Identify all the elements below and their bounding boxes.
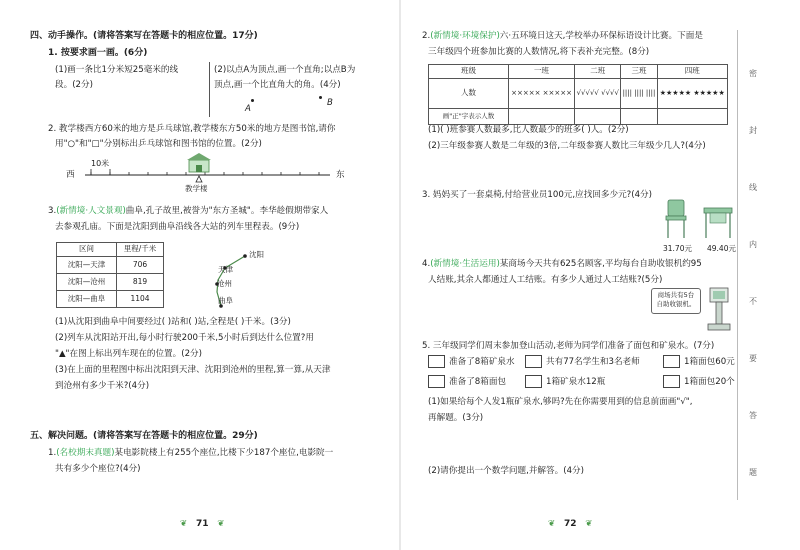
info2: 共有77名学生和3名老师 xyxy=(546,357,640,367)
r-q4-tag: (新情境·生活运用) xyxy=(430,259,500,269)
info3: 1箱面包60元 xyxy=(684,357,735,367)
r-q2-sub1: (1)( )班参赛人数最多,比人数最少的班多( )人。(2分) xyxy=(428,125,629,135)
info-bubble xyxy=(651,288,701,314)
checkbox-info4[interactable] xyxy=(428,375,445,388)
r-q4-line2: 人结账,其余人都通过人工结账。有多少人通过人工结账?(5分) xyxy=(428,275,663,285)
r-q5-sub2: (2)请你提出一个数学问题,并解答。(4分) xyxy=(428,466,584,476)
class-header-3: 三班 xyxy=(621,65,657,79)
mileage-row2-section: 沈阳—沧州 xyxy=(57,274,117,291)
q1-title: 1. 按要求画一画。(6分) xyxy=(48,48,148,58)
school-building-icon xyxy=(187,153,211,172)
zheng-class3[interactable] xyxy=(621,109,657,125)
row-people-label: 人数 xyxy=(429,79,509,109)
page-number-right: ❦ 72 ❦ xyxy=(548,519,593,529)
r-q4-line1: 某商场今天共有625名顾客,平均每台自助收银机约95 xyxy=(499,259,702,269)
r-q5-sub1-line2: 再解题。(3分) xyxy=(428,413,484,423)
q3-line1: 曲阜,孔子故里,被誉为"东方圣城"。李华趁假期带家人 xyxy=(125,206,329,216)
marks-class2: √√√√√ √√√√ xyxy=(575,79,621,109)
q3-sub2-line1: (2)列车从沈阳站开出,每小时行驶200千米,5小时后到达什么位置?用 xyxy=(55,333,314,343)
mileage-row3-section: 沈阳—曲阜 xyxy=(57,291,117,308)
scale-label: 10米 xyxy=(91,159,110,168)
r-q2-sub2: (2)三年级参赛人数是二年级的3倍,二年级参赛人数比三年级少几人?(4分) xyxy=(428,141,706,151)
side-char-3: 线 xyxy=(749,183,757,192)
mileage-row1-distance: 706 xyxy=(117,257,164,274)
point-b-label: B xyxy=(327,98,333,108)
q5-1-number: 1. xyxy=(48,448,57,458)
q1-separator xyxy=(209,62,210,117)
r-q2-number: 2. xyxy=(422,31,431,41)
map-qufu: 曲阜 xyxy=(218,296,233,305)
class-header-4: 四班 xyxy=(657,65,728,79)
map-shenyang: 沈阳 xyxy=(249,250,264,259)
r-q2-tag: (新情境·环境保护) xyxy=(430,31,500,41)
info5: 1箱矿泉水12瓶 xyxy=(546,377,606,387)
class-header-class: 班级 xyxy=(429,65,509,79)
sprout-icon: ❦ xyxy=(548,519,556,529)
checkbox-info1[interactable] xyxy=(428,355,445,368)
class-header-1: 一班 xyxy=(509,65,575,79)
bubble-line1: 商场共有5台 xyxy=(657,291,695,299)
checkbox-info2[interactable] xyxy=(525,355,542,368)
checkbox-info3[interactable] xyxy=(663,355,680,368)
q5-1-tag: (名校期末真题) xyxy=(56,448,115,458)
map-cangzhou: 沧州 xyxy=(217,279,232,288)
mileage-header-distance: 里程/千米 xyxy=(117,243,164,257)
r-q4-number: 4. xyxy=(422,259,431,269)
q3-number: 3. xyxy=(48,206,57,216)
q5-1-line1: 某电影院楼上有255个座位,比楼下少187个座位,电影院一 xyxy=(114,448,334,458)
q2-line2: 用"○"和"□"分别标出乒乓球馆和图书馆的位置。(2分) xyxy=(55,139,262,149)
direction-line xyxy=(60,150,350,205)
q2-line1: 2. 教学楼西方60米的地方是乒乓球馆,教学楼东方50米的地方是图书馆,请你 xyxy=(48,124,336,134)
class-header-2: 二班 xyxy=(575,65,621,79)
info4: 准备了8箱面包 xyxy=(449,377,507,387)
bubble-line2: 自助收银机。 xyxy=(656,300,696,309)
info6: 1箱面包20个 xyxy=(684,377,735,387)
desk-price: 49.40元 xyxy=(707,244,736,253)
q5-1-line2: 共有多少个座位?(4分) xyxy=(55,464,141,474)
chair-price: 31.70元 xyxy=(663,244,692,253)
zheng-class2[interactable] xyxy=(575,109,621,125)
marks-class4: ★★★★★ ★★★★★ xyxy=(657,79,728,109)
checkbox-info5[interactable] xyxy=(525,375,542,388)
r-q5-sub1-line1: (1)如果给每个人发1瓶矿泉水,够吗?先在你需要用到的信息前面画"√", xyxy=(428,397,693,407)
info1: 准备了8箱矿泉水 xyxy=(449,357,515,367)
section4-title: 四、动手操作。(请将答案写在答题卡的相应位置。17分) xyxy=(30,31,258,41)
desk-icon xyxy=(704,208,732,238)
side-char-8: 题 xyxy=(749,468,757,477)
point-b-dot xyxy=(319,96,322,99)
page-divider xyxy=(399,0,401,550)
page-number-left: ❦ 71 ❦ xyxy=(180,519,225,529)
mileage-header-section: 区间 xyxy=(57,243,117,257)
sprout-icon: ❦ xyxy=(585,519,593,529)
mileage-row1-section: 沈阳—天津 xyxy=(57,257,117,274)
r-q5-line1: 5. 三年级同学们周末参加登山活动,老师为同学们准备了面包和矿泉水。(7分) xyxy=(422,341,715,351)
section5-title: 五、解决问题。(请将答案写在答题卡的相应位置。29分) xyxy=(30,431,258,441)
q1-part1-line1: (1)画一条比1分米短25毫米的线 xyxy=(55,65,179,75)
q1-part2-line1: (2)以点A为顶点,画一个直角;以点B为 xyxy=(214,65,356,75)
desk-chair-illustration xyxy=(660,198,740,242)
q3-tag: (新情境·人文景观) xyxy=(56,206,126,216)
building-label: 教学楼 xyxy=(185,184,208,193)
self-checkout-machine-icon xyxy=(704,286,734,336)
side-char-7: 答 xyxy=(749,411,757,420)
chair-icon xyxy=(666,200,686,238)
point-a-label: A xyxy=(245,104,251,114)
q3-sub3-line2: 到沧州有多少千米?(4分) xyxy=(55,381,150,391)
q3-sub3-line1: (3)在上面的里程图中标出沈阳到天津、沈阳到沧州的里程,算一算,从天津 xyxy=(55,365,331,375)
mileage-table xyxy=(56,242,164,308)
side-char-1: 密 xyxy=(749,69,757,78)
side-char-2: 封 xyxy=(749,126,757,135)
mileage-row2-distance: 819 xyxy=(117,274,164,291)
point-a-dot xyxy=(251,99,254,102)
class-table xyxy=(428,64,728,125)
side-char-5: 不 xyxy=(749,297,757,306)
q3-sub1: (1)从沈阳到曲阜中间要经过( )站和( )站,全程是( )千米。(3分) xyxy=(55,317,291,327)
checkbox-info6[interactable] xyxy=(663,375,680,388)
r-q2-line1: 六·五环境日这天,学校举办环保标语设计比赛。下面是 xyxy=(499,31,703,41)
binding-line xyxy=(737,30,738,500)
row-zheng-label: 画"正"字表示人数 xyxy=(429,109,509,125)
east-label: 东 xyxy=(336,170,345,180)
marks-class1: ××××× ××××× xyxy=(509,79,575,109)
q3-line2: 去参观孔庙。下面是沈阳到曲阜沿线各大站的列车里程表。(9分) xyxy=(55,222,300,232)
west-label: 西 xyxy=(66,170,75,180)
r-q3-line1: 3. 妈妈买了一套桌椅,付给营业员100元,应找回多少元?(4分) xyxy=(422,190,653,200)
sprout-icon: ❦ xyxy=(217,519,225,529)
sprout-icon: ❦ xyxy=(180,519,188,529)
r-q2-line2: 三年级四个班参加比赛的人数情况,将下表补充完整。(8分) xyxy=(428,47,650,57)
q1-part2-line2: 顶点,画一个比直角大的角。(4分) xyxy=(214,80,341,90)
q3-sub2-line2: "▲"在图上标出列车现在的位置。(2分) xyxy=(55,349,203,359)
zheng-class4[interactable] xyxy=(657,109,728,125)
zheng-class1[interactable] xyxy=(509,109,575,125)
side-char-6: 要 xyxy=(749,354,757,363)
map-tianjin: 天津 xyxy=(218,265,233,274)
mileage-row3-distance: 1104 xyxy=(117,291,164,308)
side-char-4: 内 xyxy=(749,240,757,249)
marks-class3: |||| |||| |||| xyxy=(621,79,657,109)
q1-part1-line2: 段。(2分) xyxy=(55,80,93,90)
